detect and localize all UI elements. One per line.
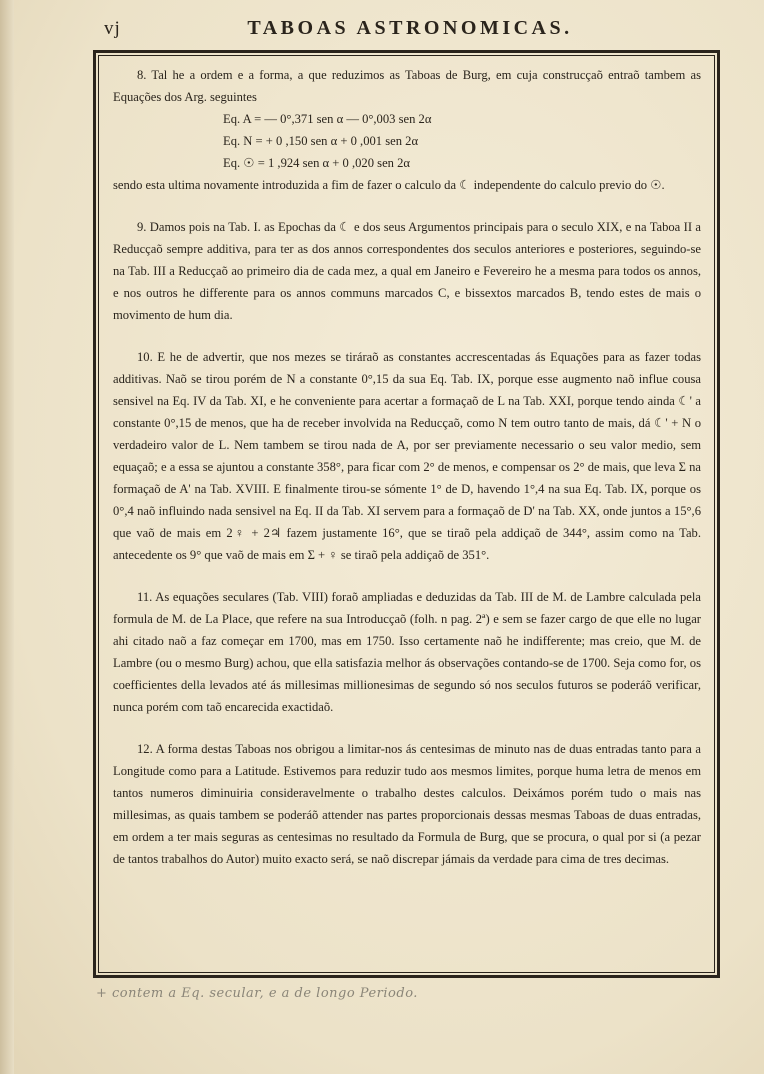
equation-block bbox=[223, 108, 701, 174]
section-11: 11. As equações seculares (Tab. VIII) foraõ ampliadas e deduzidas da Tab. III de M. de Lambre calculada pela formula de M. de La Place, que refere na sua Introducçaõ (folh. n pag. 2ª) e sem se fazer cargo de que elle no lugar ahi citado naõ a faz começar em 1700, mas em 1750. Isso certamente naõ he indifferente; mas creio, que M. de Lambre (ou o mesmo Burg) achou, que ella satisfazia melhor ás observações contando-se de 1700. Seja como for, os coefficientes della levados até ás millesimas millionesimas de segundo só nos seculos futuros se poderáõ verificar, nunca porém com taõ encarecida exactidaõ. bbox=[113, 590, 701, 714]
equation-n: Eq. N = + 0 ,150 sen α + 0 ,001 sen 2α bbox=[223, 134, 419, 148]
binding-edge bbox=[0, 0, 14, 1074]
section-12: 12. A forma destas Taboas nos obrigou a limitar-nos ás centesimas de minuto nas de duas entradas tanto para a Longitude como para a Latitude. Estivemos para reduzir tudo aos mesmos limites, porque huma letra de menos em tantos numeros diminuiria consideravelmente o trabalho destes calculos. Deixámos porém tudo o mais nas millesimas, as quais tambem se poderáõ attender nas partes proporcionais dessas mesmas Taboas de duas entradas, em ordem a ter mais seguras as centesimas no resultado da Formula de Burg, que se procura, o qual por si (a pezar de tantos trabalhos do Autor) muito exacto será, se naõ discrepar jámais da verdade para cima de tres decimas. bbox=[113, 742, 701, 866]
equation-sun: Eq. ☉ = 1 ,924 sen α + 0 ,020 sen 2α bbox=[223, 156, 411, 170]
body-text bbox=[113, 64, 701, 870]
section-10: 10. E he de advertir, que nos mezes se tiráraõ as constantes accrescentadas ás Equações para as fazer todas additivas. Naõ se tirou porém de N a constante 0°,15 da sua Eq. Tab. IX, porque esse augmento naõ influe cousa sensivel na Eq. IV da Tab. XI, e he conveniente para acertar a formaçaõ de L na Tab. XXI, porque tendo ainda ☾' a constante 0°,15 de menos, que ha de receber involvida na Reducçaõ, como N tem outro tanto de mais, dá ☾' + N o verdadeiro valor de L. Nem tambem se tirou nada de A, por ser previamente necessario o seu valor medio, sem equaçaõ; e a essa se ajuntou a constante 358°, para ficar com 2° de menos, e compensar os 2° de mais, que leva Σ na formaçaõ de A' na Tab. XVIII. E finalmente tirou-se sómente 1° de D, havendo 1°,4 na sua Eq. Tab. IX, porque os 0°,4 naõ influindo nada sensivel na Eq. II da Tab. XI servem para a formaçaõ de D' na Tab. XX, onde juntos a 15°,6 que vaõ de mais em 2♀ + 2♃ fazem justamente 16°, que se tiraõ pela addiçaõ de 344°, assim como na Tab. antecedente os 9° que vaõ de mais em Σ + ♀ se tiraõ pela addiçaõ de 351°. bbox=[113, 350, 701, 562]
page-header bbox=[0, 16, 764, 46]
running-title: TABOAS ASTRONOMICAS. bbox=[247, 17, 573, 39]
section-8-outro: sendo esta ultima novamente introduzida a fim de fazer o calculo da ☾ independente do calculo previo do ☉. bbox=[113, 178, 665, 192]
equation-a: Eq. A = — 0°,371 sen α — 0°,003 sen 2α bbox=[223, 112, 432, 126]
section-8-intro: 8. Tal he a ordem e a forma, a que reduzimos as Taboas de Burg, em cuja construcçaõ entraõ tambem as Equações dos Arg. seguintes bbox=[113, 68, 701, 104]
section-9: 9. Damos pois na Tab. I. as Epochas da ☾ e dos seus Argumentos principais para o seculo XIX, e na Taboa II a Reducçaõ sempre additiva, para ter as dos annos correspondentes dos seculos anteriores e posteriores, seguindo-se na Tab. III a Reducçaõ ao primeiro dia de cada mez, a qual em Janeiro e Fevereiro he a mesma para todos os annos, e nos outros he differente para os annos communs marcados C, e bissextos marcados B, tendo estes de mais o movimento de hum dia. bbox=[113, 220, 701, 322]
section-8 bbox=[113, 64, 701, 196]
handwritten-note: + contem a Eq. secular, e a de longo Periodo. bbox=[96, 986, 418, 1001]
page-number: vj bbox=[104, 18, 121, 39]
